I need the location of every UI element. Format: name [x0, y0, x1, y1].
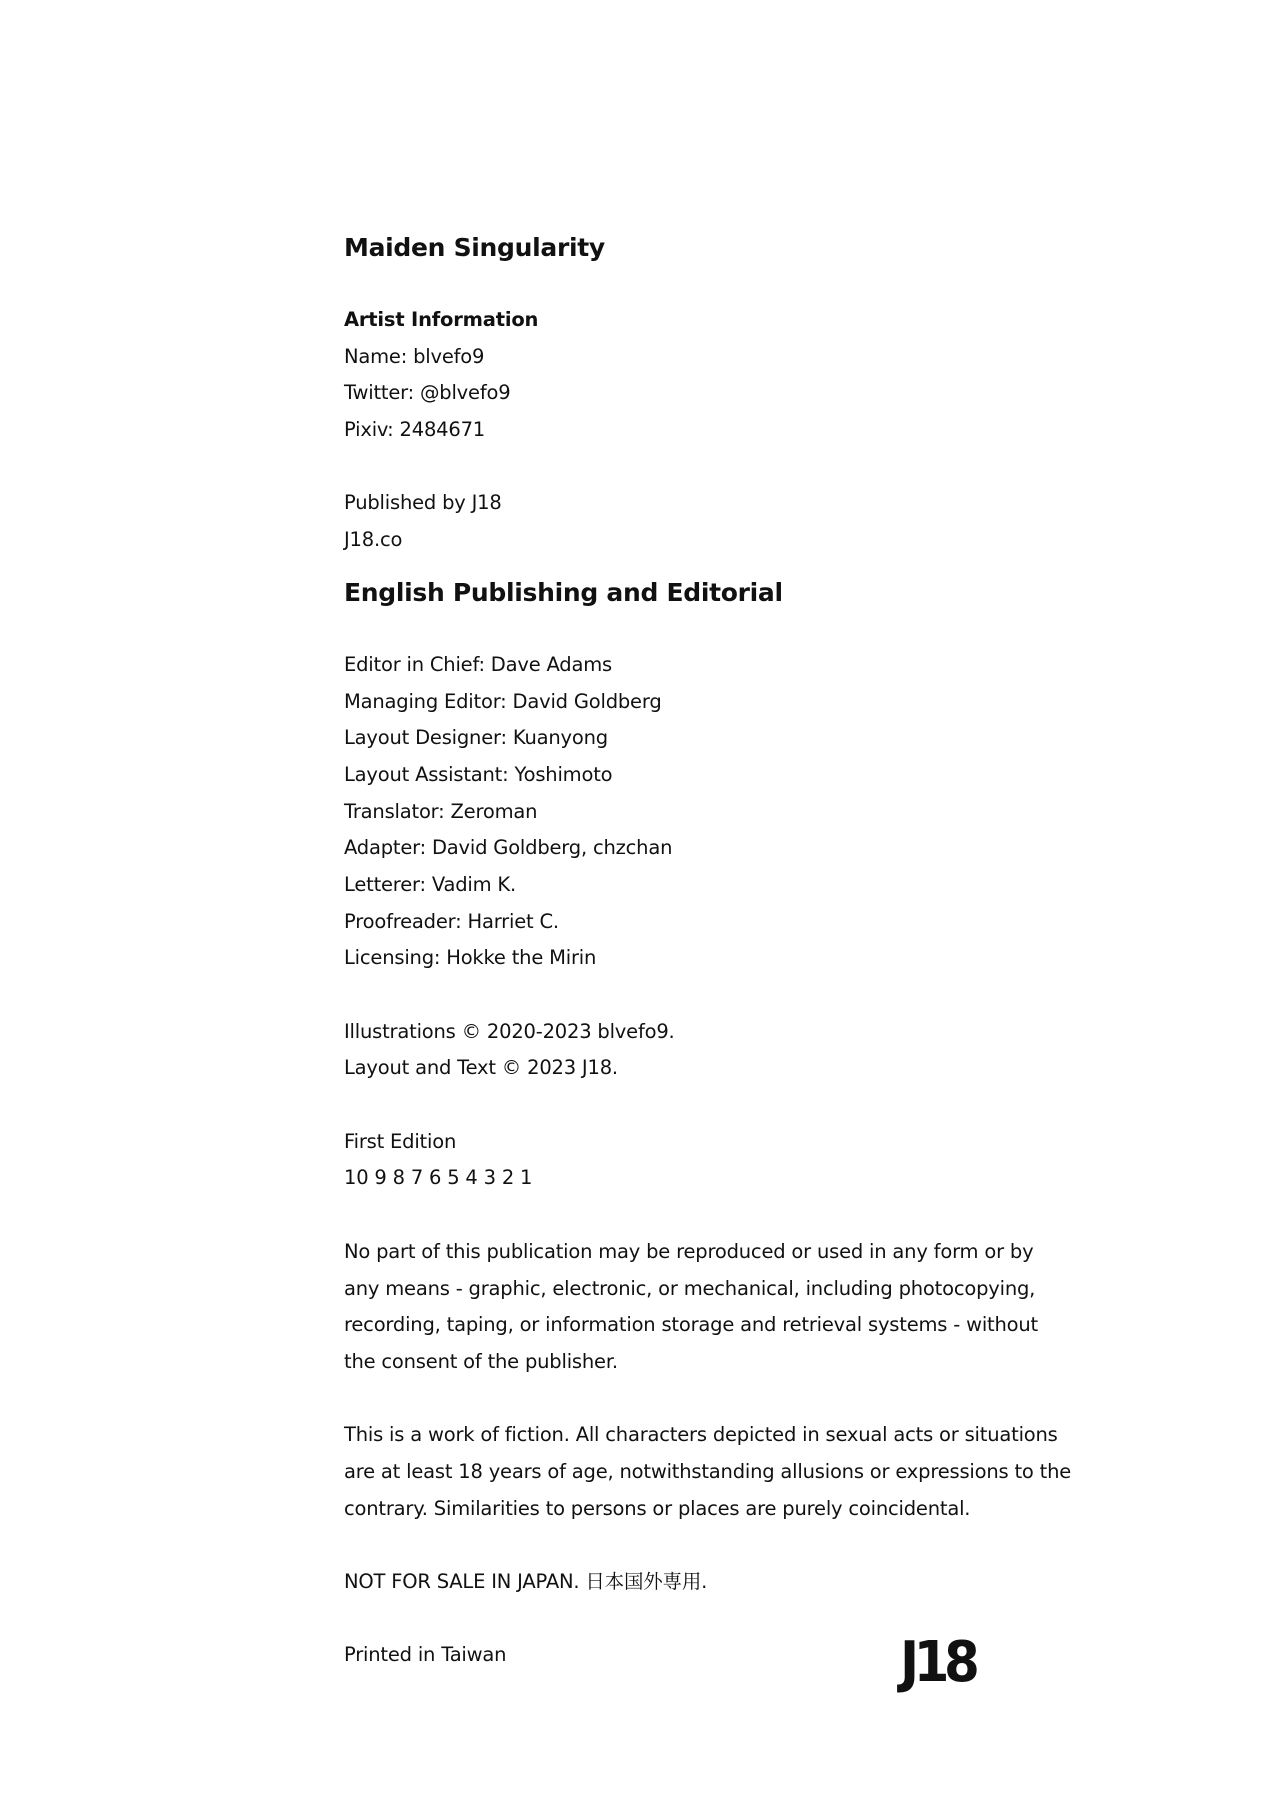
- edition-info: [344, 1124, 1064, 1197]
- edition-label: First Edition: [344, 1129, 457, 1153]
- book-title: Maiden Singularity: [344, 233, 605, 262]
- fiction-disclaimer: [344, 1417, 1072, 1527]
- artist-twitter: Twitter: @blvefo9: [344, 381, 511, 405]
- j18-logo: J18: [900, 1630, 975, 1695]
- credit-line: Editor in Chief: Dave Adams: [344, 652, 612, 676]
- copyright-page: [344, 228, 1072, 1674]
- reproduction-notice: [344, 1234, 1064, 1381]
- layout-text-copyright: Layout and Text © 2023 J18.: [344, 1056, 618, 1080]
- editorial-heading: English Publishing and Editorial: [344, 577, 783, 607]
- print-line: 10 9 8 7 6 5 4 3 2 1: [344, 1166, 533, 1190]
- credit-line: Adapter: David Goldberg, chzchan: [344, 836, 673, 860]
- credit-line: Letterer: Vadim K.: [344, 872, 516, 896]
- fiction-line: are at least 18 years of age, notwithstanding allusions or expressions to the: [344, 1460, 1072, 1484]
- credit-line: Layout Designer: Kuanyong: [344, 726, 608, 750]
- credit-line: Proofreader: Harriet C.: [344, 909, 559, 933]
- published-by: Published by J18: [344, 491, 502, 515]
- credit-line: Translator: Zeroman: [344, 799, 538, 823]
- artist-name: Name: blvefo9: [344, 344, 485, 368]
- reproduction-line: any means - graphic, electronic, or mechanical, including photocopying,: [344, 1276, 1036, 1300]
- reproduction-line: the consent of the publisher.: [344, 1349, 618, 1373]
- editorial-credits: [344, 647, 1064, 977]
- fiction-line: contrary. Similarities to persons or places are purely coincidental.: [344, 1496, 971, 1520]
- artist-pixiv: Pixiv: 2484671: [344, 418, 485, 442]
- fiction-line: This is a work of fiction. All characters depicted in sexual acts or situations: [344, 1423, 1058, 1447]
- reproduction-line: No part of this publication may be reproduced or used in any form or by: [344, 1239, 1034, 1263]
- artist-information: [344, 302, 1064, 449]
- credit-line: Licensing: Hokke the Mirin: [344, 946, 597, 970]
- not-for-sale-notice: NOT FOR SALE IN JAPAN. 日本国外専用.: [344, 1570, 708, 1594]
- credit-line: Managing Editor: David Goldberg: [344, 689, 662, 713]
- copyright-notice: [344, 1014, 1064, 1087]
- publisher-info: [344, 485, 1064, 558]
- artist-heading: Artist Information: [344, 308, 539, 331]
- printed-in: Printed in Taiwan: [344, 1643, 507, 1667]
- reproduction-line: recording, taping, or information storage and retrieval systems - without: [344, 1313, 1038, 1337]
- credit-line: Layout Assistant: Yoshimoto: [344, 762, 613, 786]
- illustrations-copyright: Illustrations © 2020-2023 blvefo9.: [344, 1019, 675, 1043]
- publisher-website: J18.co: [344, 528, 403, 552]
